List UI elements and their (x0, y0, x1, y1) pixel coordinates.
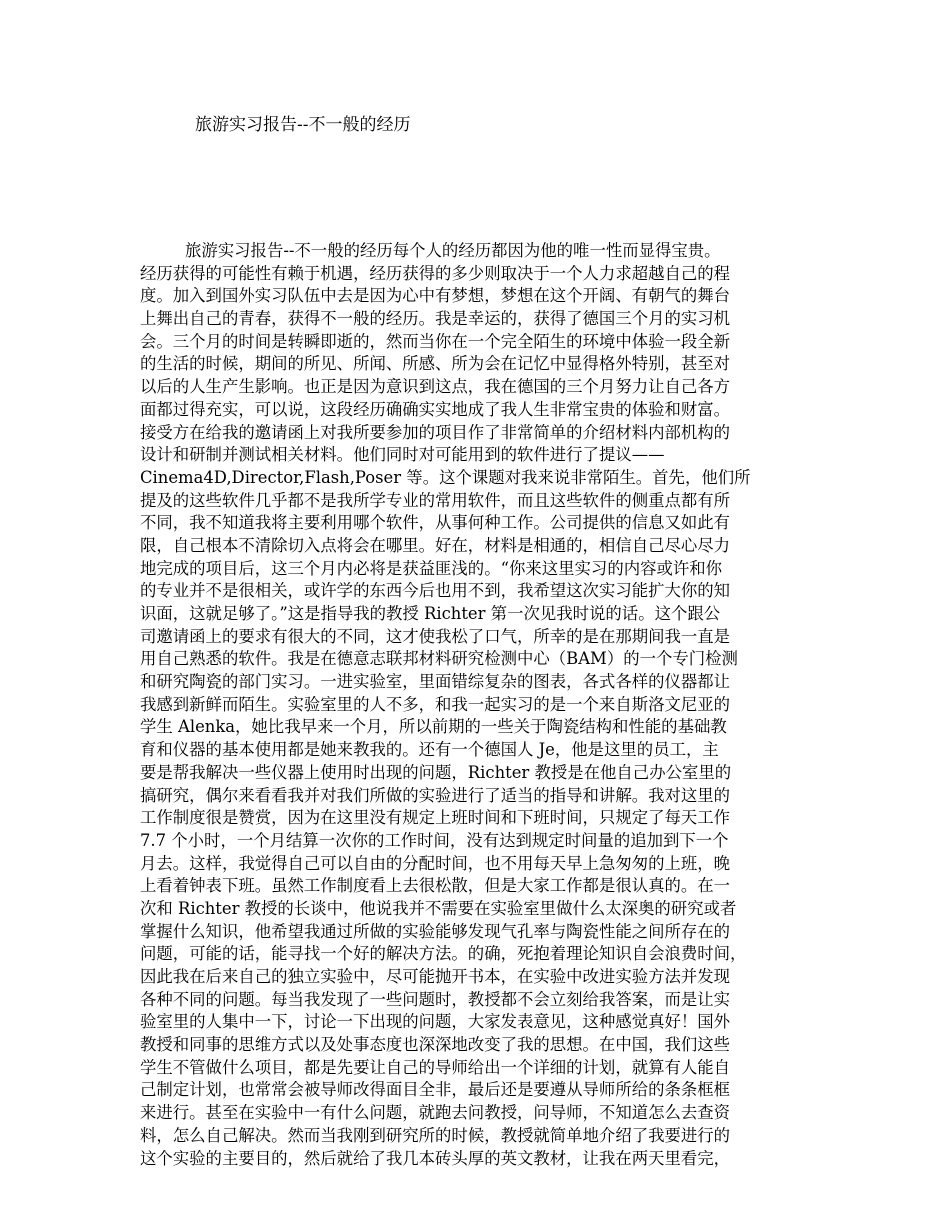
body-line: 上舞出自己的青春，获得不一般的经历。我是幸运的，获得了德国三个月的实习机 (140, 309, 731, 329)
body-line: 司邀请函上的要求有很大的不同，这才使我松了口气，所幸的是在那期间我一直是 (140, 626, 731, 646)
body-line: 和研究陶瓷的部门实习。一进实验室，里面错综复杂的图表，各式各样的仪器都让 (140, 672, 731, 692)
body-line: 经历获得的可能性有赖于机遇，经历获得的多少则取决于一个人力求超越自己的程 (140, 263, 731, 283)
body-line: 验室里的人集中一下，讨论一下出现的问题，大家发表意见，这种感觉真好！国外 (140, 1012, 731, 1032)
body-line: 识面，这就足够了。”这是指导我的教授 Richter 第一次见我时说的话。这个跟公 (140, 604, 721, 623)
body-line: 因此我在后来自己的独立实验中，尽可能抛开书本，在实验中改进实验方法并发现 (140, 967, 731, 986)
body-line: 学生 Alenka，她比我早来一个月，所以前期的一些关于陶瓷结构和性能的基础教 (140, 717, 727, 737)
body-line: 旅游实习报告--不一般的经历每个人的经历都因为他的唯一性而显得宝贵。 (185, 241, 721, 260)
body-line: 接受方在给我的邀请函上对我所要参加的项目作了非常简单的介绍材料内部机构的 (140, 422, 731, 442)
body-line: 限，自己根本不清除切入点将会在哪里。好在，材料是相通的，相信自己尽心尽力 (140, 535, 731, 555)
body-line: 问题，可能的话，能寻找一个好的解决方法。的确，死抱着理论知识自会浪费时间， (140, 944, 747, 964)
body-line: 地完成的项目后，这三个月内必将是获益匪浅的。“你来这里实习的内容或许和你 (140, 558, 723, 578)
body-line: 搞研究，偶尔来看看我并对我们所做的实验进行了适当的指导和讲解。我对这里的 (140, 785, 731, 805)
body-line: 的生活的时候，期间的所见、所闻、所感、所为会在记忆中显得格外特别，甚至对 (140, 354, 731, 374)
body-line: 学生不管做什么项目，都是先要让自己的导师给出一个详细的计划，就算有人能自 (140, 1057, 731, 1077)
body-line: 要是帮我解决一些仪器上使用时出现的问题，Richter 教授是在他自己办公室里的 (140, 762, 732, 782)
body-line: 工作制度很是赞赏，因为在这里没有规定上班时间和下班时间，只规定了每天工作 (140, 808, 731, 828)
body-line: 提及的这些软件几乎都不是我所学专业的常用软件，而且这些软件的侧重点都有所 (140, 490, 731, 510)
body-line: 月去。这样，我觉得自己可以自由的分配时间，也不用每天早上急匆匆的上班，晚 (140, 853, 731, 873)
document-title: 旅游实习报告--不一般的经历 (195, 115, 411, 135)
body-line: 各种不同的问题。每当我发现了一些问题时，教授都不会立刻给我答案，而是让实 (140, 989, 731, 1009)
body-line: 教授和同事的思维方式以及处事态度也深深地改变了我的思想。在中国，我们这些 (140, 1035, 731, 1055)
body-line: 的专业并不是很相关，或许学的东西今后也用不到，我希望这次实习能扩大你的知 (140, 581, 731, 601)
body-line: 这个实验的主要目的，然后就给了我几本砖头厚的英文教材，让我在两天里看完， (140, 1148, 731, 1168)
body-line: 掌握什么知识，他希望我通过所做的实验能够发现气孔率与陶瓷性能之间所存在的 (140, 921, 731, 941)
body-line: 次和 Richter 教授的长谈中，他说我并不需要在实验室里做什么太深奥的研究或者 (140, 898, 737, 918)
body-line: 育和仪器的基本使用都是她来教我的。还有一个德国人 Je，他是这里的员工，主 (140, 740, 719, 760)
body-line: 料，怎么自己解决。然而当我刚到研究所的时候，教授就简单地介绍了我要进行的 (140, 1125, 731, 1145)
document-body (140, 240, 830, 1170)
body-line: 设计和研制并测试相关材料。他们同时对可能用到的软件进行了提议—— (140, 445, 665, 465)
body-line: 不同，我不知道我将主要利用哪个软件，从事何种工作。公司提供的信息又如此有 (140, 513, 731, 533)
body-line: 以后的人生产生影响。也正是因为意识到这点，我在德国的三个月努力让自己各方 (140, 377, 731, 397)
body-line: 面都过得充实，可以说，这段经历确确实实地成了我人生非常宝贵的体验和财富。 (140, 399, 731, 419)
body-line: 上看着钟表下班。虽然工作制度看上去很松散，但是大家工作都是很认真的。在一 (140, 876, 731, 896)
body-line: 己制定计划，也常常会被导师改得面目全非，最后还是要遵从导师所给的条条框框 (140, 1080, 731, 1100)
body-line: 度。加入到国外实习队伍中去是因为心中有梦想，梦想在这个开阔、有朝气的舞台 (140, 286, 731, 306)
body-line: 会。三个月的时间是转瞬即逝的，然而当你在一个完全陌生的环境中体验一段全新 (140, 331, 731, 351)
body-line: 来进行。甚至在实验中一有什么问题，就跑去问教授，问导师，不知道怎么去查资 (140, 1103, 731, 1123)
body-line: 7.7 个小时，一个月结算一次你的工作时间，没有达到规定时间量的追加到下一个 (140, 830, 729, 850)
body-line: 我感到新鲜而陌生。实验室里的人不多，和我一起实习的是一个来自斯洛文尼亚的 (140, 694, 731, 714)
body-line: 用自己熟悉的软件。我是在德意志联邦材料研究检测中心（BAM）的一个专门检测 (140, 649, 738, 669)
body-line: Cinema4D,Director,Flash,Poser 等。这个课题对我来说非常陌生。首先，他们所 (140, 467, 751, 487)
